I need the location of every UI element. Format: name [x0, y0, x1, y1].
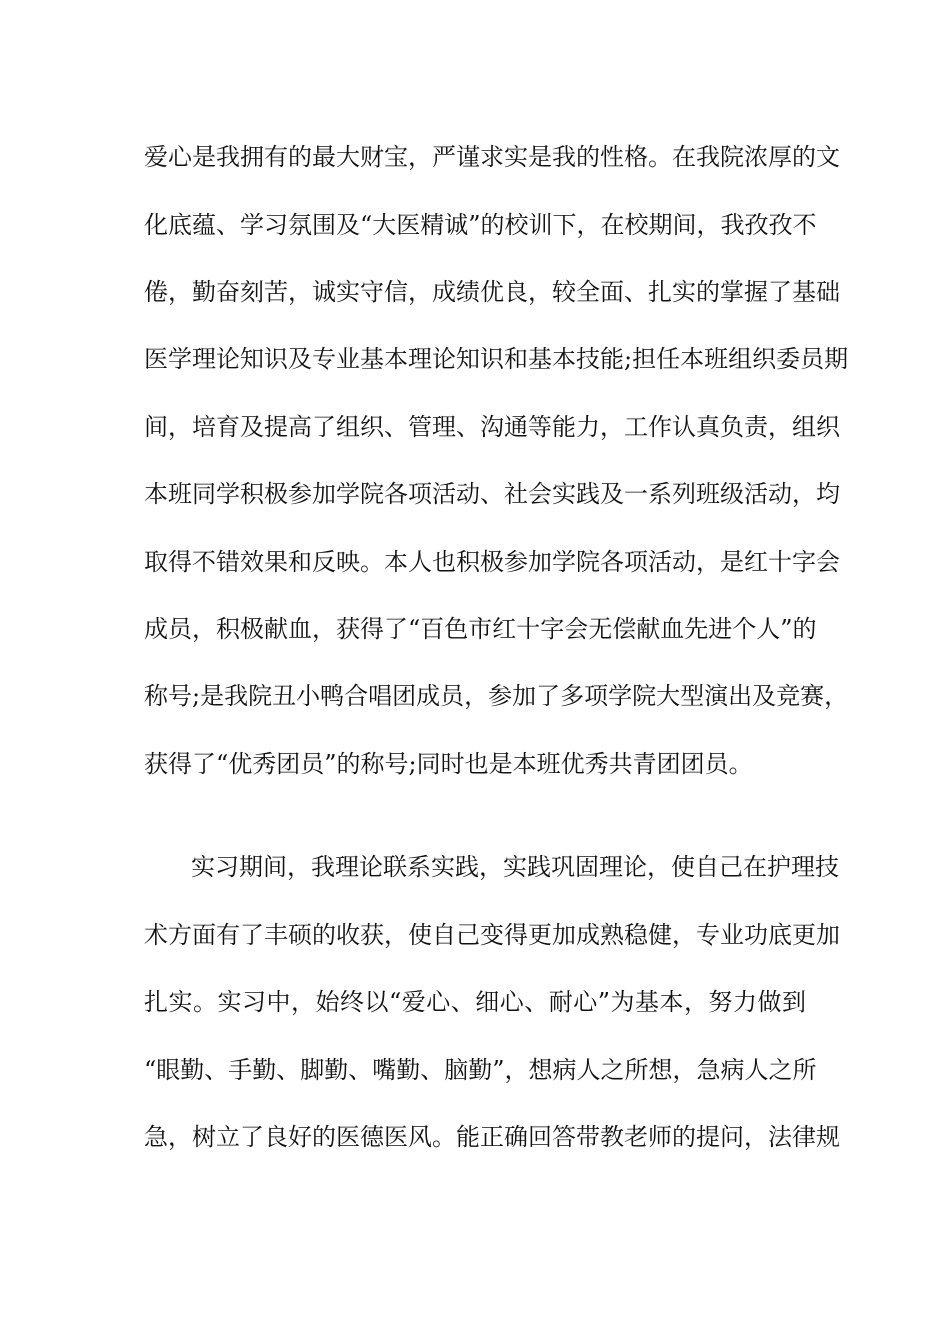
text-line-4: 医学理论知识及专业基本理论知识和基本技能;担任本班组织委员期	[144, 345, 849, 373]
text-line-3: 倦，勤奋刻苦，诚实守信，成绩优良，较全面、扎实的掌握了基础	[144, 278, 840, 306]
text-line-15: 急，树立了良好的医德医风。能正确回答带教老师的提问，法律规	[144, 1123, 840, 1151]
text-line-7: 取得不错效果和反映。本人也积极参加学院各项活动，是红十字会	[144, 548, 840, 576]
text-line-1: 爱心是我拥有的最大财宝，严谨求实是我的性格。在我院浓厚的文	[144, 143, 840, 171]
text-line-8: 成员，积极献血，获得了“百色市红十字会无偿献血先进个人”的	[144, 615, 817, 643]
text-line-12: 术方面有了丰硕的收获，使自己变得更加成熟稳健，专业功底更加	[144, 921, 840, 949]
text-line-10: 获得了“优秀团员”的称号;同时也是本班优秀共青团团员。	[144, 750, 753, 778]
text-line-2: 化底蕴、学习氛围及“大医精诚”的校训下，在校期间，我孜孜不	[144, 211, 817, 239]
text-line-13: 扎实。实习中，始终以“爱心、细心、耐心”为基本，努力做到	[144, 988, 806, 1016]
text-line-6: 本班同学积极参加学院各项活动、社会实践及一系列班级活动，均	[144, 480, 840, 508]
text-line-5: 间，培育及提高了组织、管理、沟通等能力，工作认真负责，组织	[144, 413, 840, 441]
text-line-11: 实习期间，我理论联系实践，实践巩固理论，使自己在护理技	[191, 853, 839, 881]
text-line-14: “眼勤、手勤、脚勤、嘴勤、脑勤”，想病人之所想，急病人之所	[144, 1056, 817, 1084]
text-line-9: 称号;是我院丑小鸭合唱团成员，参加了多项学院大型演出及竞赛，	[144, 682, 849, 710]
